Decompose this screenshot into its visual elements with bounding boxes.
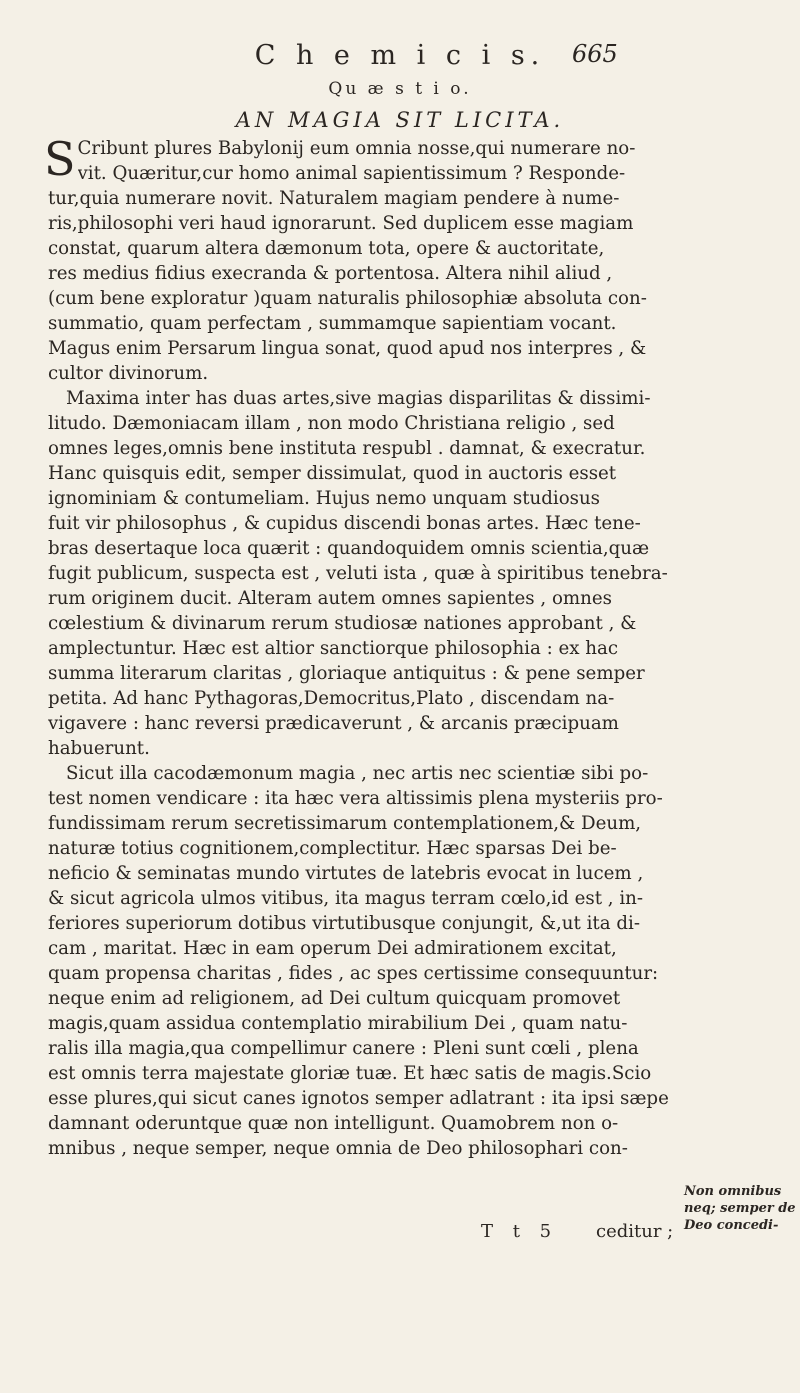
text-line: ralis illa magia,qua compellimur canere : Pleni sunt cœli , plena [48,1038,639,1059]
text-line: cam , maritat. Hæc in eam operum Dei admirationem excitat, [48,938,617,959]
text-line: habuerunt. [48,738,150,759]
margin-note-line: neq; semper de [684,1201,796,1216]
text-line: vigavere : hanc reversi prædicaverunt , & arcanis præcipuam [48,713,619,734]
signature-mark: T t 5 [481,1221,559,1242]
paragraph [48,761,670,1161]
text-line: magis,quam assidua contemplatio mirabilium Dei , quam natu- [48,1013,628,1034]
text-line: est omnis terra majestate gloriæ tuæ. Et hæc satis de magis.Scio [48,1063,652,1084]
text-line: cultor divinorum. [48,363,209,384]
body-text [44,132,670,1161]
text-line: fugit publicum, suspecta est , veluti ista , quæ à spiritibus tenebra- [48,563,668,584]
paragraph [44,132,670,386]
page-number: 665 [572,40,618,68]
text-line: tur,quia numerare novit. Naturalem magiam pendere à nume- [48,188,620,209]
text-line: omnes leges,omnis bene instituta respubl . damnat, & execratur. [48,438,646,459]
text-line: neque enim ad religionem, ad Dei cultum quicquam promovet [48,988,621,1009]
text-line: (cum bene exploratur )quam naturalis philosophiæ absoluta con- [48,288,647,309]
text-line: & sicut agricola ulmos vitibus, ita magus terram cœlo,id est , in- [48,888,644,909]
running-title: C h e m i c i s. [254,40,546,71]
question-heading: AN MAGIA SIT LICITA. [235,108,565,132]
text-line: litudo. Dæmoniacam illam , non modo Christiana religio , sed [48,413,615,434]
text-line: amplectuntur. Hæc est altior sanctiorque philosophia : ex hac [48,638,619,659]
text-line: damnant oderuntque quæ non intelligunt. Quamobrem non o- [48,1113,619,1134]
catchword: ceditur ; [596,1221,674,1242]
margin-note [684,1183,794,1234]
paragraph [48,386,670,761]
drop-cap: S [44,132,76,186]
text-line: summa literarum claritas , gloriaque antiquitus : & pene semper [48,663,645,684]
text-line: fuit vir philosophus , & cupidus discendi bonas artes. Hæc tene- [48,513,641,534]
text-line: neficio & seminatas mundo virtutes de latebris evocat in lucem , [48,863,644,884]
text-line: ignominiam & contumeliam. Hujus nemo unquam studiosus [48,488,601,509]
text-line: vit. Quæritur,cur homo animal sapientissimum ? Responde- [77,163,626,184]
text-line: mnibus , neque semper, neque omnia de Deo philosophari con- [48,1138,628,1159]
text-line: Hanc quisquis edit, semper dissimulat, quod in auctoris esset [48,463,617,484]
text-line: Magus enim Persarum lingua sonat, quod apud nos interpres , & [48,338,647,359]
text-line: cœlestium & divinarum rerum studiosæ nationes approbant , & [48,613,637,634]
text-line: bras desertaque loca quærit : quandoquidem omnis scientia,quæ [48,538,650,559]
section-label: Qu æ s t i o. [328,79,472,99]
text-line: rum originem ducit. Alteram autem omnes sapientes , omnes [48,588,612,609]
margin-note-line: Deo concedi- [684,1218,779,1233]
text-line: ris,philosophi veri haud ignorarunt. Sed duplicem esse magiam [48,213,634,234]
text-line: Maxima inter has duas artes,sive magias disparilitas & dissimi- [66,388,651,409]
text-line: Sicut illa cacodæmonum magia , nec artis nec scientiæ sibi po- [66,763,649,784]
text-line: quam propensa charitas , fides , ac spes certissime consequuntur: [48,963,659,984]
text-line: petita. Ad hanc Pythagoras,Democritus,Plato , discendam na- [48,688,615,709]
text-line: esse plures,qui sicut canes ignotos semper adlatrant : ita ipsi sæpe [48,1088,669,1109]
text-line: summatio, quam perfectam , summamque sapientiam vocant. [48,313,617,334]
text-line: fundissimam rerum secretissimarum contemplationem,& Deum, [48,813,642,834]
text-line: test nomen vendicare : ita hæc vera altissimis plena mysteriis pro- [48,788,663,809]
text-line: Cribunt plures Babylonij eum omnia nosse,qui numerare no- [77,138,636,159]
text-line: feriores superiorum dotibus virtutibusque conjungit, &,ut ita di- [48,913,640,934]
text-line: res medius fidius execranda & portentosa. Altera nihil aliud , [48,263,613,284]
text-line: constat, quarum altera dæmonum tota, opere & auctoritate, [48,238,605,259]
margin-note-line: Non omnibus [684,1184,782,1199]
text-line: naturæ totius cognitionem,complectitur. Hæc sparsas Dei be- [48,838,617,859]
